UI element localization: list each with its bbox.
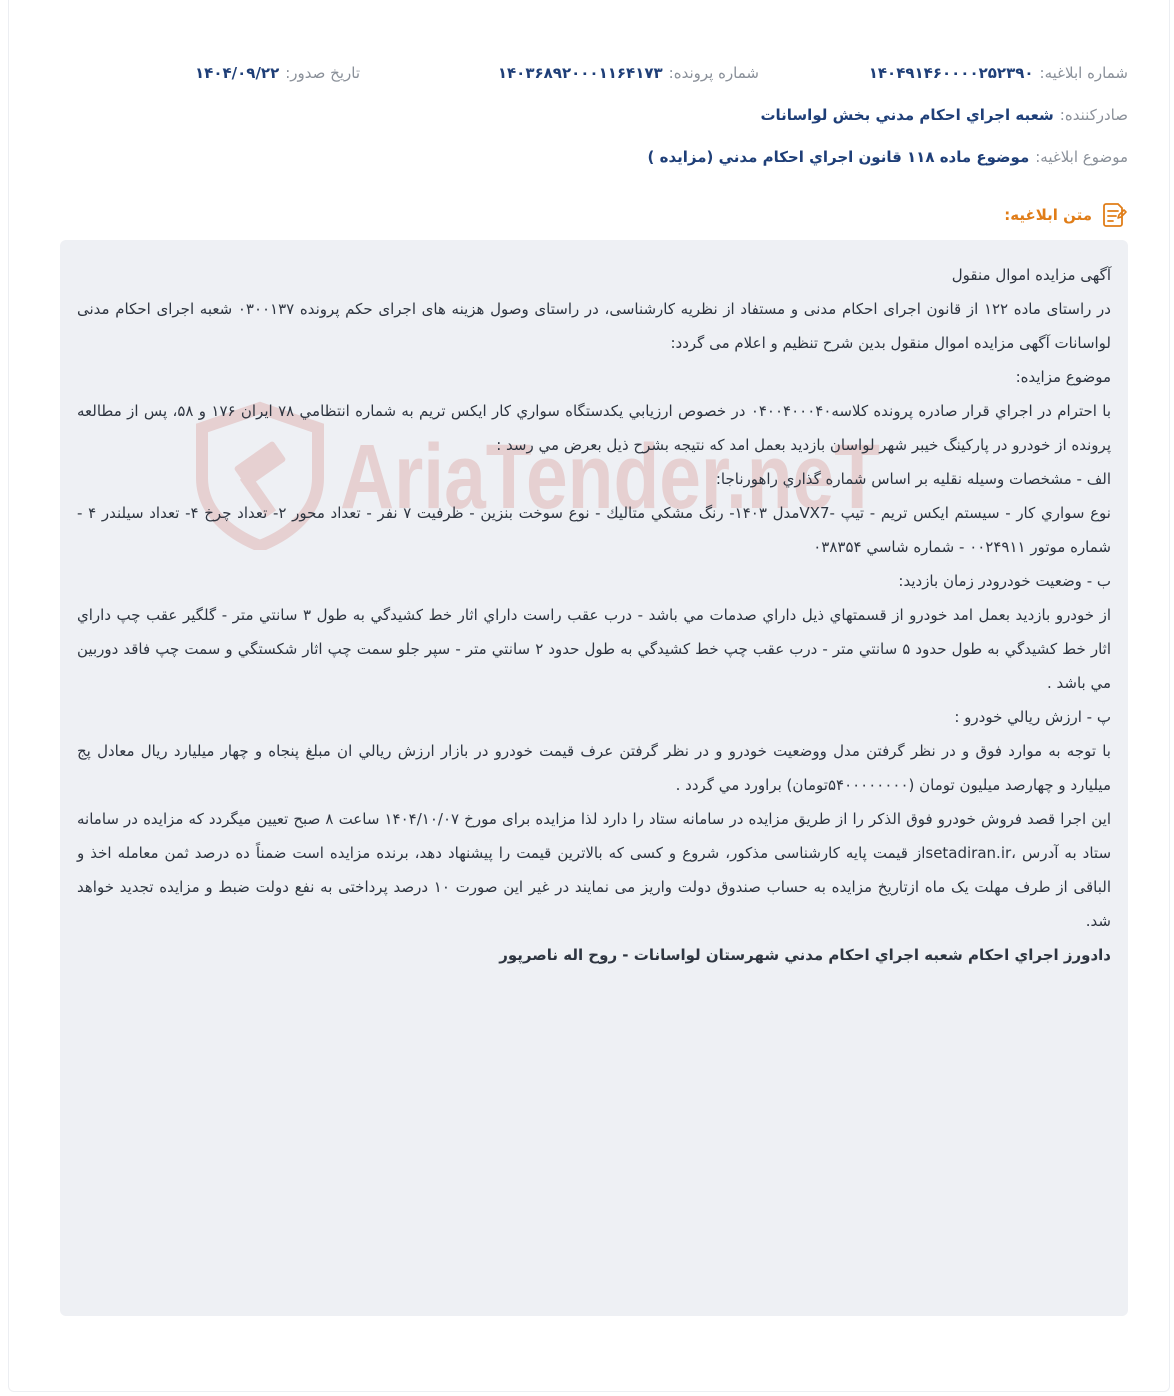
- notice-text-icon: [1100, 201, 1128, 229]
- case-number-label: شماره پرونده:: [668, 64, 759, 82]
- issue-date: [60, 64, 360, 82]
- part-a-paragraph: نوع سواري كار - سيستم ايكس تريم - تيپ -VX7مدل ۱۴۰۳- رنگ مشكي متاليك - نوع سوخت بنزين - ظرفيت ۷ نفر - تعداد محور ۲- تعداد چرخ ۴- تعداد سيلندر ۴ - شماره موتور ۰۰۲۴۹۱۱ - شماره شاسي ۰۳۸۳۵۴: [77, 504, 1111, 556]
- subject-label: موضوع ابلاغیه:: [1035, 148, 1128, 166]
- notice-number-label: شماره ابلاغیه:: [1039, 64, 1128, 82]
- auction-subject-paragraph: با احترام در اجراي قرار صادره پرونده كلاسه۰۴۰۰۴۰۰۰۴۰ در خصوص ارزيابي يكدستگاه سواري كار ايكس تريم به شماره انتظامي ۷۸ ايران ۱۷۶ و ۵۸، پس از مطالعه پرونده از خودرو در پاركينگ خيبر شهر لواسان بازديد بعمل امد كه نتيجه بشرح ذيل بعرض مي رسد :: [77, 402, 1112, 454]
- watermark-text: AriaTender.neT: [340, 426, 880, 528]
- notice-text-heading: [1004, 198, 1128, 232]
- issue-date-label: تاریخ صدور:: [285, 64, 360, 82]
- final-paragraph: این اجرا قصد فروش خودرو فوق الذکر را از طریق مزایده در سامانه ستاد را دارد لذا مزایده برای مورخ ۱۴۰۴/۱۰/۰۷ ساعت ۸ صبح تعیین میگردد که مزایده در سامانه ستاد به آدرس ،setadiran.irاز قیمت پایه کارشناسی مذکور، شروع و کسی که بالاترین قیمت را پیشنهاد دهد، برنده مزایده است ضمناً ده درصد ثمن معامله اخذ و الباقی از طرف مهلت یک ماه ازتاریخ مزایده به حساب صندوق دولت واریز می نمایند در غیر این صورت ۱۰ درصد پرداختی به نفع دولت ضبط و مزایده تجدید خواهد شد.: [77, 810, 1112, 930]
- part-a-heading: الف - مشخصات وسيله نقليه بر اساس شماره گذاري راهورناجا:: [715, 470, 1111, 488]
- notice-text-title: متن ابلاغیه:: [1004, 206, 1092, 224]
- issuer-label: صادرکننده:: [1059, 106, 1128, 124]
- subject-row: [60, 136, 1128, 178]
- subject-value: موضوع ماده ۱۱۸ قانون اجراي احكام مدني (مزايده ): [647, 148, 1030, 166]
- part-c-paragraph: با توجه به موارد فوق و در نظر گرفتن مدل ووضعيت خودرو و در نظر گرفتن عرف قيمت خودرو در بازار ارزش ريالي ان مبلغ پنجاه و چهار ميليارد ريال معادل پج ميليارد و چهارصد ميليون تومان (۵۴۰۰۰۰۰۰۰۰تومان) براورد مي گردد .: [77, 742, 1111, 794]
- part-b-heading: ب - وضعيت خودرودر زمان بازديد:: [898, 572, 1111, 590]
- auction-subject-heading: موضوع مزایده:: [1015, 368, 1111, 386]
- notice-content: [60, 240, 1128, 972]
- notice-heading: آگهی مزایده اموال منقول: [951, 266, 1111, 284]
- issuer-value: شعبه اجراي احكام مدني بخش لواسانات: [760, 106, 1054, 124]
- issue-date-value: ۱۴۰۴/۰۹/۲۲: [195, 64, 280, 82]
- intro-paragraph: در راستای ماده ۱۲۲ از قانون اجرای احکام مدنی و مستفاد از نظریه کارشناسی، در راستای وصول هزینه های اجرای حکم پرونده ۰۳۰۰۱۳۷ شعبه اجرای احکام مدنی لواسانات آگهی مزایده اموال منقول بدین شرح تنظیم و اعلام می گردد:: [77, 300, 1111, 352]
- part-b-paragraph: از خودرو بازديد بعمل امد خودرو از قسمتهاي ذيل داراي صدمات مي باشد - درب عقب راست داراي اثار خط كشيدگي به طول ۳ سانتي متر - گلگير عقب چپ داراي اثار خط كشيدگي به طول حدود ۵ سانتي متر - درب عقب چپ خط كشيدگي به طول حدود ۲ سانتي متر - سپر جلو سمت چپ اثار شكستگي و سمت چپ فاقد دوربين مي باشد .: [77, 606, 1111, 692]
- issuer-row: [60, 94, 1128, 136]
- notice-number: [828, 64, 1128, 82]
- part-c-heading: پ - ارزش ريالي خودرو :: [954, 708, 1111, 726]
- notice-number-value: ۱۴۰۴۹۱۴۶۰۰۰۰۲۵۲۳۹۰: [868, 64, 1034, 82]
- signature: دادورز اجراي احكام شعبه اجراي احكام مدني شهرستان لواسانات - روح اله ناصرپور: [499, 946, 1111, 964]
- notice-meta: [60, 52, 1128, 178]
- case-number: [429, 64, 759, 82]
- meta-top-row: [60, 52, 1128, 94]
- case-number-value: ۱۴۰۳۶۸۹۲۰۰۰۱۱۶۴۱۷۳: [497, 64, 663, 82]
- notice-body-panel: [60, 240, 1128, 1316]
